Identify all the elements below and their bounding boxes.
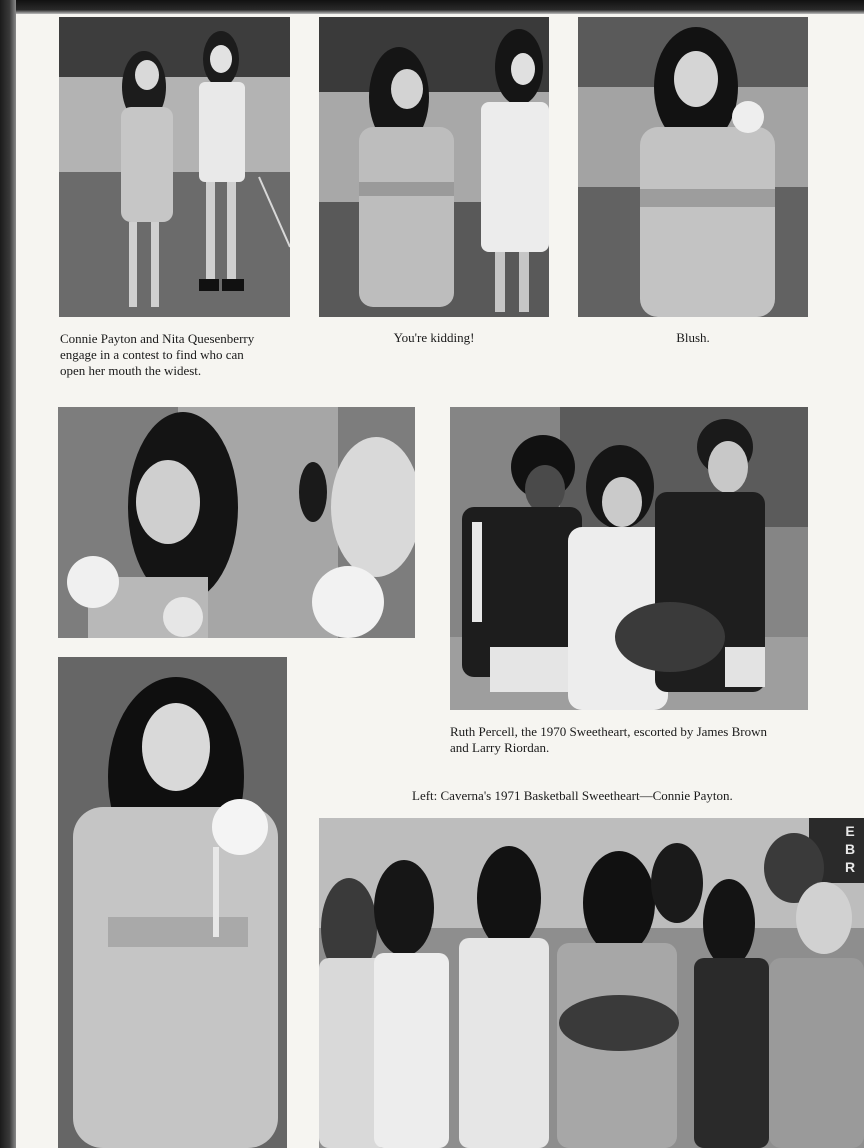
photo-1971-sweetheart-portrait: [58, 657, 287, 1148]
caption-contest: Connie Payton and Nita Quesenberry engage in a contest to find who can open her mouth the widest.: [60, 331, 255, 378]
caption-youre-kidding: You're kidding!: [393, 330, 475, 345]
banner-letters: EBR: [844, 823, 856, 875]
caption-1970-sweetheart: Ruth Percell, the 1970 Sweetheart, escorted by James Brown and Larry Riordan.: [450, 724, 767, 755]
caption-blush: Blush.: [676, 330, 710, 345]
photo-closeup-smile: [58, 407, 415, 638]
photo-1970-sweetheart: [450, 407, 808, 710]
photo-group: [319, 818, 864, 1148]
page-top-edge: [0, 0, 864, 14]
photo-youre-kidding: [319, 17, 549, 317]
photo-contest: [59, 17, 290, 317]
photo-blush: [578, 17, 808, 317]
caption-1971-sweetheart: Left: Caverna's 1971 Basketball Sweetheart—Connie Payton.: [412, 788, 733, 803]
page-binding-edge: [0, 0, 16, 1148]
